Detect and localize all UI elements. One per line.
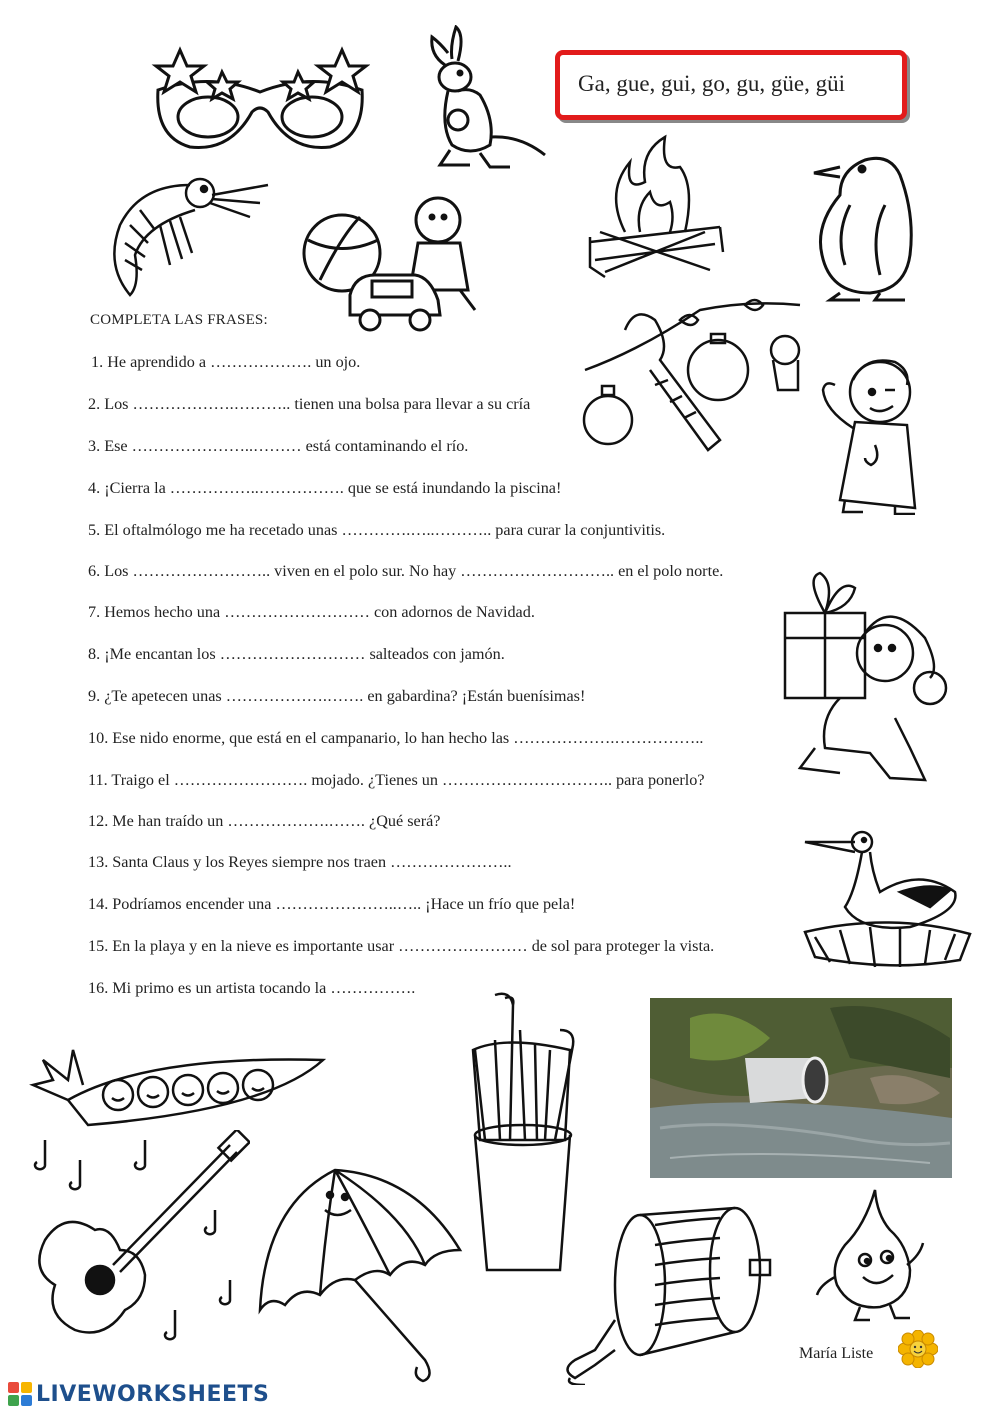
sentence-8: 8. ¡Me encantan los ……………………… salteados con jamón.	[88, 645, 505, 663]
sentence-9: 9. ¿Te apetecen unas ……………….……. en gabardina? ¡Están buenísimas!	[88, 687, 586, 705]
shrimp-illustration	[100, 155, 270, 300]
sentence-7: 7. Hemos hecho una ……………………… con adornos de Navidad.	[88, 603, 535, 621]
liveworksheets-icon	[8, 1382, 32, 1406]
elf-gift-illustration	[780, 568, 950, 790]
sentence-1: 1. He aprendido a ………………. un ojo.	[91, 353, 361, 371]
penguin-illustration	[810, 145, 925, 305]
sentence-14: 14. Podríamos encender una …………………..….. ¡Hace un frío que pela!	[88, 895, 576, 913]
pea-pod-illustration	[28, 1040, 328, 1130]
author-name: María Liste	[799, 1345, 874, 1362]
river-pipe-photo	[650, 998, 952, 1178]
sentence-13: 13. Santa Claus y los Reyes siempre nos traen …………………..	[88, 853, 512, 871]
sentence-6: 6. Los …………………….. viven en el polo sur. No hay ……………………….. en el polo norte.	[88, 562, 724, 580]
toys-illustration	[300, 195, 495, 335]
instruction-heading: COMPLETA LAS FRASES:	[90, 312, 268, 328]
drop-illustration	[815, 1185, 930, 1323]
glasses-illustration	[150, 42, 370, 157]
sentence-2: 2. Los ……………….……….. tienen una bolsa para llevar a su cría	[88, 395, 531, 413]
boy-illustration	[815, 350, 950, 515]
sentence-5: 5. El oftalmólogo me ha recetado unas ………….…..……….. para curar la conjuntivitis.	[88, 521, 666, 539]
sentence-3: 3. Ese …………………..……… está contaminando el río.	[88, 437, 469, 455]
hose-reel-illustration	[555, 1200, 780, 1385]
sentence-4: 4. ¡Cierra la ……………..……………. que se está inundando la piscina!	[88, 479, 562, 497]
garland-illustration	[580, 290, 805, 455]
liveworksheets-logo[interactable]	[8, 1381, 269, 1407]
umbrella-illustration	[255, 1155, 465, 1385]
guitar-illustration	[25, 1130, 250, 1350]
liveworksheets-brand: LIVEWORKSHEETS	[36, 1381, 270, 1407]
sentence-11: 11. Traigo el ……………………. mojado. ¿Tienes un ………………………….. para ponerlo?	[88, 771, 705, 789]
stork-illustration	[800, 812, 975, 972]
sentence-15: 15. En la playa y en la nieve es importante usar …………………… de sol para proteger la vista.	[88, 937, 715, 955]
sentence-12: 12. Me han traído un ……………….……. ¿Qué será?	[88, 812, 441, 830]
sentence-16: 16. Mi primo es un artista tocando la …………….	[88, 979, 416, 997]
title-box	[555, 50, 907, 120]
sentence-10: 10. Ese nido enorme, que está en el campanario, lo han hecho las ……………….……………..	[88, 729, 704, 747]
bonfire-illustration	[585, 132, 725, 280]
flower-icon	[898, 1330, 938, 1368]
kangaroo-illustration	[410, 25, 550, 173]
page-title: Ga, gue, gui, go, gu, güe, güi	[578, 71, 846, 96]
